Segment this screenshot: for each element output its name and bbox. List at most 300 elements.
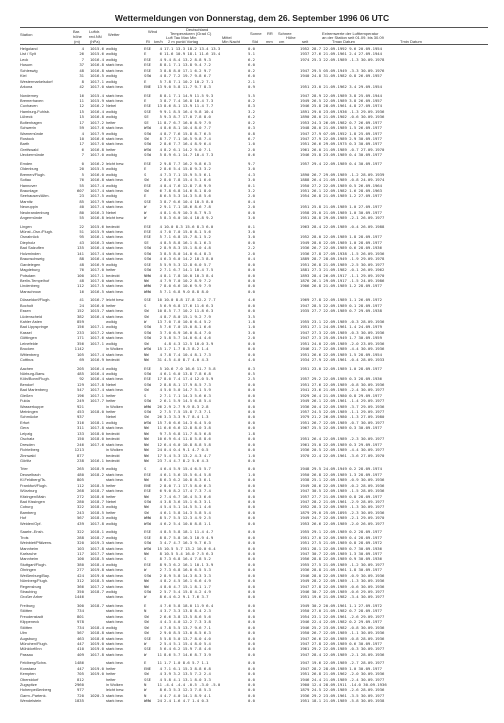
temperature-values: 9.0 5.8 11.7 9.7 8.3 — [164, 84, 211, 90]
extreme-values: 1947 28.2 28.09.1989 1.0 30.09.1977 — [300, 665, 382, 671]
temperature-values: 8.0 6.6 10.6 9.9 7.9 — [164, 283, 211, 289]
station-name: Nürburg-Barw. — [20, 370, 46, 376]
pressure-value: 1018.1 — [89, 529, 104, 535]
station-height: 567 — [76, 630, 84, 636]
wind-direction: SW — [144, 624, 149, 630]
station-name: Aachen — [20, 365, 34, 371]
wind-speed: 5 — [159, 646, 162, 652]
precip-value: 0.0 — [248, 545, 256, 551]
temperature-values: 6.1 5.9 14.5 6.8 5.4 — [164, 398, 211, 404]
pressure-value: 1017.2 — [89, 583, 104, 589]
wind-speed: 4 — [159, 171, 162, 177]
station-height: 453 — [76, 409, 84, 414]
station-name: Ueckermünde — [20, 152, 45, 158]
weather-text: heiter — [106, 146, 116, 152]
pressure-value: 1018.3 — [89, 515, 104, 521]
pressure-value: 1017.0 — [89, 141, 104, 147]
temperature-values: 7.0 7.0 10.0 6.4 5.2 — [164, 319, 211, 324]
weather-text: stark bew. — [106, 608, 124, 614]
station-name: Arkona — [20, 84, 33, 90]
station-name: Fulda — [20, 398, 30, 404]
station-height: 88 — [79, 256, 84, 262]
pressure-value: 1016.4 — [89, 256, 104, 262]
wind-direction: SSW — [144, 152, 152, 158]
station-height: 937 — [76, 414, 84, 420]
pressure-value: 1016.5 — [89, 288, 104, 294]
temperature-values: 6.6 3.8 13.5 8.6 5.6 — [164, 613, 211, 619]
wind-direction: ESE — [144, 160, 152, 166]
wind-direction: SSE — [144, 676, 152, 682]
weather-text: wolkig — [106, 624, 117, 630]
station-height: 156 — [76, 324, 84, 330]
station-name: Wittenberg — [20, 351, 39, 357]
wind-speed: 8 — [159, 515, 162, 521]
temperature-values: 5.8 4.1 13.1 8.0 3.3 — [164, 676, 211, 682]
temperature-values: 8.7 7.4 16.8 10.4 7.3 — [164, 97, 214, 103]
station-name: Bamberg — [20, 509, 36, 515]
wind-speed: 15 — [157, 419, 162, 425]
station-height: 5 — [81, 171, 84, 177]
pressure-value: 1018.0 — [89, 436, 104, 442]
wind-speed: 6 — [159, 488, 162, 494]
station-name: Bendorf — [20, 381, 34, 387]
extreme-values: 1956 28.8 22.09.1989 0.9 30.09.1936 — [300, 556, 382, 562]
station-height: 15 — [79, 114, 84, 120]
pressure-value: 1015.9 — [89, 97, 104, 103]
pressure-value: 1018.2 — [89, 471, 104, 477]
station-name: Westermarkelsdorf — [20, 78, 53, 84]
weather-text: bedeckt — [106, 272, 120, 278]
precip-value: 0.0 — [248, 499, 256, 504]
pressure-value: 1017.5 — [89, 283, 104, 289]
precip-value: 2.0 — [248, 204, 256, 210]
precip-value: 6.7 — [248, 136, 256, 141]
extreme-values: 1957 29.4 22.09.1989 0.4 30.09.1977 — [300, 160, 382, 166]
wind-direction: SE — [144, 119, 149, 125]
station-height: 1446 — [74, 594, 84, 600]
station-height: 801 — [76, 613, 84, 619]
wind-speed: 4 — [159, 351, 162, 357]
station-name: Mannheim — [20, 545, 39, 551]
station-height: 480 — [76, 471, 84, 477]
station-height: 859 — [76, 319, 84, 324]
station-name: Bremerhaven — [20, 97, 44, 103]
wind-direction: NW — [144, 430, 149, 436]
temperature-values: 8.8 8.1 17.9 8.5 7.3 — [164, 381, 211, 387]
wind-direction: SE — [144, 239, 149, 245]
weather-text: heiter — [106, 665, 116, 671]
weather-text: wolkig — [106, 561, 117, 567]
pressure-value: 1017.0 — [89, 267, 104, 273]
temperature-values: 4.7 4.0 14.1 8.9 4.1 — [164, 692, 211, 698]
station-height: 141 — [76, 250, 84, 256]
wind-speed: 13 — [157, 103, 162, 109]
weather-text: wolkig — [106, 340, 117, 346]
station-height: 17 — [79, 141, 84, 147]
temperature-values: 7.6 5.8 18.0 11.9 6.4 — [164, 602, 214, 608]
weather-text: stark bew. — [106, 545, 124, 551]
extreme-values: 1946 24.4 21.09.1989 -2.4 30.09.1977 — [300, 676, 385, 682]
station-name: Kahler Asten — [20, 319, 43, 324]
table-row — [0, 458, 504, 463]
wind-direction: NW — [144, 550, 149, 556]
precip-value: 0.0 — [248, 392, 256, 398]
station-height: 59 — [79, 125, 84, 131]
temperature-values: 8.0 7.8 15.4 5.1 6.6 — [164, 177, 211, 183]
station-name: Leinefelde — [20, 340, 38, 346]
precip-value: 0.0 — [248, 441, 256, 447]
extreme-values: 1940 24.8 31.09.1982 0.8 26.09.1957 — [300, 73, 382, 79]
weather-text: wolkig — [106, 419, 117, 425]
wind-direction: SSW — [144, 572, 152, 578]
wind-direction: WSW — [144, 419, 152, 425]
wind-speed: 3 — [159, 250, 162, 256]
station-name: Öhringen — [20, 567, 37, 573]
station-height: 129 — [76, 381, 84, 387]
wind-speed: 8 — [159, 136, 162, 141]
weather-text: heiter — [106, 119, 116, 125]
station-height: 249 — [76, 398, 84, 404]
extreme-values: 1946 22.4 22.09.1982 0.2 29.09.1977 — [300, 619, 382, 625]
station-name: Mühldorf/Inn — [20, 646, 42, 652]
temperature-values: 8.1 7.8 10.0 10.3 8.4 — [164, 272, 214, 278]
precip-value: 3.0 — [248, 177, 256, 183]
temperature-values: 5.9 5.3 12.8 6.0 5.7 — [164, 261, 211, 267]
precip-value: 6.0 — [248, 62, 256, 68]
temperature-values: 6.6 6.6 12.8 8.0 3.8 — [164, 425, 211, 431]
wind-direction: SSE — [144, 108, 152, 114]
weather-text: heiter — [106, 302, 116, 308]
station-name: Lüdenscheid — [20, 313, 43, 319]
weather-text: stark bew. — [106, 550, 124, 556]
station-height: 95 — [79, 234, 84, 240]
precip-value: 0.9 — [248, 84, 256, 90]
precip-value: 3.5 — [248, 313, 256, 319]
wind-speed: 9 — [159, 108, 162, 114]
pressure-value: 1016.8 — [89, 114, 104, 120]
weather-text: stark bew. — [106, 488, 124, 494]
wind-direction: SSE — [144, 261, 152, 267]
wind-speed: 4 — [159, 471, 162, 477]
precip-value: 0.8 — [248, 130, 256, 136]
pressure-value: 1016.4 — [89, 56, 104, 62]
wind-speed: 4 — [159, 125, 162, 131]
wind-direction: NW — [144, 477, 149, 483]
pressure-value: 1016.6 — [89, 136, 104, 141]
table-row — [0, 289, 504, 294]
wind-speed: 2 — [159, 204, 162, 210]
pressure-value: 1017.4 — [89, 182, 104, 188]
station-height: 26 — [79, 51, 84, 57]
station-height: 409 — [76, 651, 84, 657]
temperature-values: 7.5 7.5 15.8 7.3 7.1 — [164, 409, 211, 414]
station-name: Görlitz — [20, 457, 32, 463]
precip-value: 3.2 — [248, 108, 256, 114]
pressure-value: 1017.9 — [89, 198, 104, 204]
wind-speed: 13 — [157, 84, 162, 90]
wind-direction: WSW — [144, 520, 152, 526]
station-height: 243 — [76, 509, 84, 515]
pressure-value: 1017.7 — [89, 398, 104, 404]
temperature-values: 6.1 6.0 13.8 7.8 6.8 — [164, 370, 211, 376]
station-name: Kempten — [20, 671, 36, 677]
wind-direction: SSW — [144, 370, 152, 376]
wind-speed: 4 — [159, 209, 162, 215]
temperature-values: 8.5 8.8 16.1 8.1 6.3 — [164, 239, 211, 245]
extreme-values: 1946 30.7 22.09.1989 -0.6 29.09.1977 — [300, 589, 385, 594]
extreme-values: 1953 26.6 22.09.1989 -2.0 26.09.1977 — [300, 520, 385, 526]
wind-direction: SSE — [144, 646, 152, 652]
station-height: 720 — [76, 692, 84, 698]
precip-value: 0.0 — [248, 529, 256, 535]
precip-value: 0.0 — [248, 419, 256, 425]
extreme-values: 1951 27.6 22.09.1989 -0.8 30.09.1936 — [300, 381, 385, 387]
temperature-values: 3.8 3.6 15.1 6.3 3.1 — [164, 499, 211, 504]
station-height: 268 — [76, 488, 84, 494]
precip-value: 3.0 — [248, 329, 256, 335]
station-name: Bad Kissingen — [20, 499, 45, 504]
station-height: 238 — [76, 457, 84, 463]
wind-speed: 4 — [159, 56, 162, 62]
weather-text: stark bew. — [106, 335, 124, 341]
precip-value: 0.0 — [248, 272, 256, 278]
extreme-values: 1951 26.6 22.09.1989 1.5 28.09.1954 — [300, 351, 382, 357]
temperature-values: 7.1 7.1 14.3 5.6 6.3 — [164, 392, 211, 398]
pressure-value: 1017.6 — [89, 441, 104, 447]
temperature-values: 8.1 7.1 13.8 9.4 7.2 — [164, 62, 211, 68]
station-height: 277 — [76, 567, 84, 573]
temperature-values: 6.4 6.2 15.9 7.8 4.6 — [164, 646, 211, 652]
weather-text: wolkig — [106, 370, 117, 376]
extreme-values: 1969 27.8 22.09.1989 1.1 26.09.1972 — [300, 297, 382, 303]
extreme-values: 1947 19.6 22.09.1989 -2.7 28.09.1977 — [300, 660, 385, 666]
temperature-values: 8.6 5.7 14.6 8.7 3.9 — [164, 651, 211, 657]
temperature-values: 8.9 5.8 14.3 8.3 3.3 — [164, 572, 211, 578]
station-name: Potsdam — [20, 272, 36, 278]
pressure-value: 1016.0 — [89, 302, 104, 308]
station-height: 921 — [76, 403, 84, 409]
station-name: Passau — [20, 651, 33, 657]
station-height: 280 — [76, 499, 84, 504]
wind-direction: ESE — [144, 529, 152, 535]
wind-speed: 26 — [157, 403, 162, 409]
pressure-value: 1017.1 — [89, 272, 104, 278]
precip-value: 0.0 — [248, 613, 256, 619]
table-row — [0, 357, 504, 362]
extreme-values: 1950 27.2 22.09.1989 0.5 26.09.1964 — [300, 182, 382, 188]
pressure-value: 1016.4 — [89, 108, 104, 114]
pressure-value: 1016.1 — [89, 234, 104, 240]
wind-speed: 2 — [159, 613, 162, 619]
wind-direction: SW — [144, 613, 149, 619]
station-height: 547 — [76, 387, 84, 393]
extreme-values: 1929 26.4 21.09.1980 0.8 29.09.1977 — [300, 392, 382, 398]
wind-direction: NW — [144, 447, 149, 453]
extreme-values: 1890 26.7 29.09.1989 -1.2 28.09.1939 — [300, 171, 385, 177]
wind-direction: WSW — [144, 545, 152, 551]
header-temperaturen: Temperaturen (Grad C) — [170, 31, 212, 36]
precip-value: 0.0 — [248, 550, 256, 556]
station-height: 103 — [76, 545, 84, 551]
header-sonne: Sonne — [250, 31, 262, 36]
extreme-values: 1979 21.2 26.09.1980 -1.3 27.09.1980 — [300, 414, 385, 420]
station-height: 447 — [76, 665, 84, 671]
precip-value: 0.0 — [248, 381, 256, 387]
precip-value: 5.1 — [248, 51, 256, 57]
header-rr: RR — [267, 31, 273, 36]
temperature-values: 8.7 7.2 19.7 9.8 6.7 — [164, 73, 211, 79]
header-ri: Ri — [146, 39, 150, 44]
wind-speed: 8 — [159, 561, 162, 567]
station-height: 1486 — [74, 660, 84, 666]
wind-speed: 4 — [159, 692, 162, 698]
station-height: 4 — [81, 46, 84, 51]
precip-value: 0.0 — [248, 493, 256, 499]
wind-speed: 5 — [159, 78, 162, 84]
extreme-values: 1951 28.1 22.09.1989 0.7 30.09.1936 — [300, 545, 382, 551]
station-name: Schmücke — [20, 414, 39, 420]
pressure-value: 1017.8 — [89, 651, 104, 657]
weather-text: heiter — [106, 409, 116, 414]
pressure-value: 1018.7 — [89, 589, 104, 594]
precip-value: 6.0 — [248, 73, 256, 79]
temperature-values: 8.6 7.7 16.4 8.9 6.4 — [164, 141, 211, 147]
wind-direction: ESE — [144, 471, 152, 477]
wind-speed: 5 — [159, 261, 162, 267]
header-m-unit: (m) — [74, 39, 80, 44]
pressure-value: 1015.5 — [89, 166, 104, 172]
wind-direction: SSW — [144, 73, 152, 79]
wind-direction: NW — [144, 493, 149, 499]
extreme-values: 1961 26.0 21.09.1989 -0.7 27.09.1970 — [300, 146, 385, 152]
weather-text: stark bew. — [106, 97, 124, 103]
station-height: 8 — [81, 78, 84, 84]
wind-direction: NW — [144, 357, 149, 363]
weather-text: stark bew. — [106, 308, 124, 314]
pressure-value: 1016.2 — [89, 103, 104, 109]
station-name: Schwerin — [20, 125, 37, 131]
temperature-values: 10.5 5.4 16.0 7.5 6.3 — [164, 550, 214, 556]
station-height: 80 — [79, 209, 84, 215]
station-height: 805 — [76, 477, 84, 483]
extreme-values: 1936 20.5 22.09.1989 -4.4 30.09.1977 — [300, 447, 385, 453]
weather-text: stark bew. — [106, 92, 124, 98]
precip-value: 1.8 — [248, 430, 256, 436]
wind-speed: 8 — [159, 534, 162, 540]
pressure-value: 1017.1 — [89, 78, 104, 84]
table-row — [0, 652, 504, 657]
header-hpa-unit: (hPa) — [90, 39, 100, 44]
precip-value: 0.4 — [248, 198, 256, 204]
station-name: Hamburg-Fuhlsb. — [20, 108, 51, 114]
precip-value: 0.0 — [248, 239, 256, 245]
precip-value: 3.0 — [248, 166, 256, 172]
wind-direction: WNW — [144, 283, 152, 289]
weather-text: stark bew. — [106, 477, 124, 483]
precip-value: 0.2 — [248, 67, 256, 73]
precip-value: 0.0 — [248, 624, 256, 630]
wind-direction: SSW — [144, 499, 152, 504]
temperature-values: 6.4 5.9 15.4 6.5 5.7 — [164, 466, 211, 472]
wind-speed: 4 — [159, 466, 162, 472]
temperature-values: 1.7 1.0 8.6 5.7 1.1 — [164, 660, 209, 666]
station-name: Trois — [20, 534, 29, 540]
pressure-value: 1016.7 — [89, 297, 104, 303]
station-name: Stötten — [20, 608, 33, 614]
precip-value: 0.0 — [248, 640, 256, 646]
extreme-values: 1970 22.4 22.09.1961 -3.6 27.09.1970 — [300, 452, 385, 458]
weather-text: wolkig — [106, 114, 117, 120]
extreme-values: 1900 12.4 28.09.1911 -14.0 30.09.1936 — [300, 682, 387, 687]
pressure-value: 1017.8 — [89, 381, 104, 387]
precip-value: 0.0 — [248, 520, 256, 526]
wind-direction: SE — [144, 114, 149, 120]
temperature-values: 8.6 8.1 13.9 11.4 7.7 — [164, 103, 214, 109]
temperature-values: -4.4 -4.4 -0.5 -3.0 -5.0 — [164, 682, 221, 687]
pressure-value: 1017.8 — [89, 425, 104, 431]
weather-text: stark bew. — [106, 646, 124, 652]
pressure-value: 1018.7 — [89, 488, 104, 494]
extreme-values: 1961 29.2 22.09.1989 -0.3 30.09.1977 — [300, 646, 385, 652]
wind-direction: S — [144, 466, 147, 472]
temperature-values: 9.0 8.2 17.4 7.3 7.4 — [164, 488, 211, 494]
temperature-values: 7.0 6.9 16.0 8.4 7.0 — [164, 329, 211, 335]
extreme-values: 1949 26.5 22.09.1989 3.8 26.09.1957 — [300, 97, 382, 103]
wind-speed: 5 — [159, 114, 162, 120]
header-deutschland: Deutschland — [186, 27, 209, 32]
temperature-values: 7.1 6.1 15.3 8.8 6.8 — [164, 665, 211, 671]
station-name: Freiburg — [20, 602, 35, 608]
pressure-value: 1016.9 — [89, 357, 104, 363]
header-top-rule — [20, 27, 488, 28]
wind-speed: 4 — [159, 509, 162, 515]
wind-direction: SSW — [144, 335, 152, 341]
weather-text: in Wolken — [106, 447, 124, 453]
wind-direction: NW — [144, 583, 149, 589]
wind-direction: ESE — [144, 488, 152, 494]
station-height: 85 — [79, 198, 84, 204]
wind-speed: 4 — [159, 520, 162, 526]
station-height: 48 — [79, 261, 84, 267]
station-height: 10 — [79, 136, 84, 141]
precip-value: 2.0 — [248, 335, 256, 341]
station-name: Regensburg — [20, 583, 42, 589]
wind-speed: 4 — [159, 676, 162, 682]
station-height: 51 — [79, 229, 84, 234]
extreme-values: 1889 28.7 28.09.1949 -1.9 29.09.1978 — [300, 256, 385, 262]
wind-direction: SW — [144, 187, 149, 193]
temperature-values: 8.7 5.8 16.3 10.9 4.9 — [164, 534, 214, 540]
weather-text: in Wolken — [106, 403, 124, 409]
precip-value: 0.0 — [248, 340, 256, 346]
wind-direction: SSW — [144, 324, 152, 330]
station-name: Karlsruhe — [20, 550, 37, 556]
weather-text: wolkig — [106, 182, 117, 188]
temperature-values: 0.4 0.4 9.1 4.7 0.5 — [164, 447, 209, 453]
extreme-values: 1947 28.2 21.09.1961 -2.9 28.09.1977 — [300, 499, 385, 504]
wind-speed: 2 — [159, 141, 162, 147]
extreme-values: 1951 23.0 21.09.1962 3.4 29.09.1954 — [300, 84, 382, 90]
station-height: 22 — [79, 223, 84, 229]
precip-value: 0.0 — [248, 387, 256, 393]
station-name: Boltenhagen — [20, 119, 42, 125]
station-name: Wendelstein — [20, 698, 42, 704]
station-name: Hof — [20, 515, 27, 521]
station-height: 42 — [79, 84, 84, 90]
extreme-values: 1952 28.0 22.09.1989 1.8 28.09.1977 — [300, 234, 382, 240]
station-name: Seehausen/Altm. — [20, 193, 50, 199]
station-name: Weißenburg/Bay. — [20, 572, 50, 578]
